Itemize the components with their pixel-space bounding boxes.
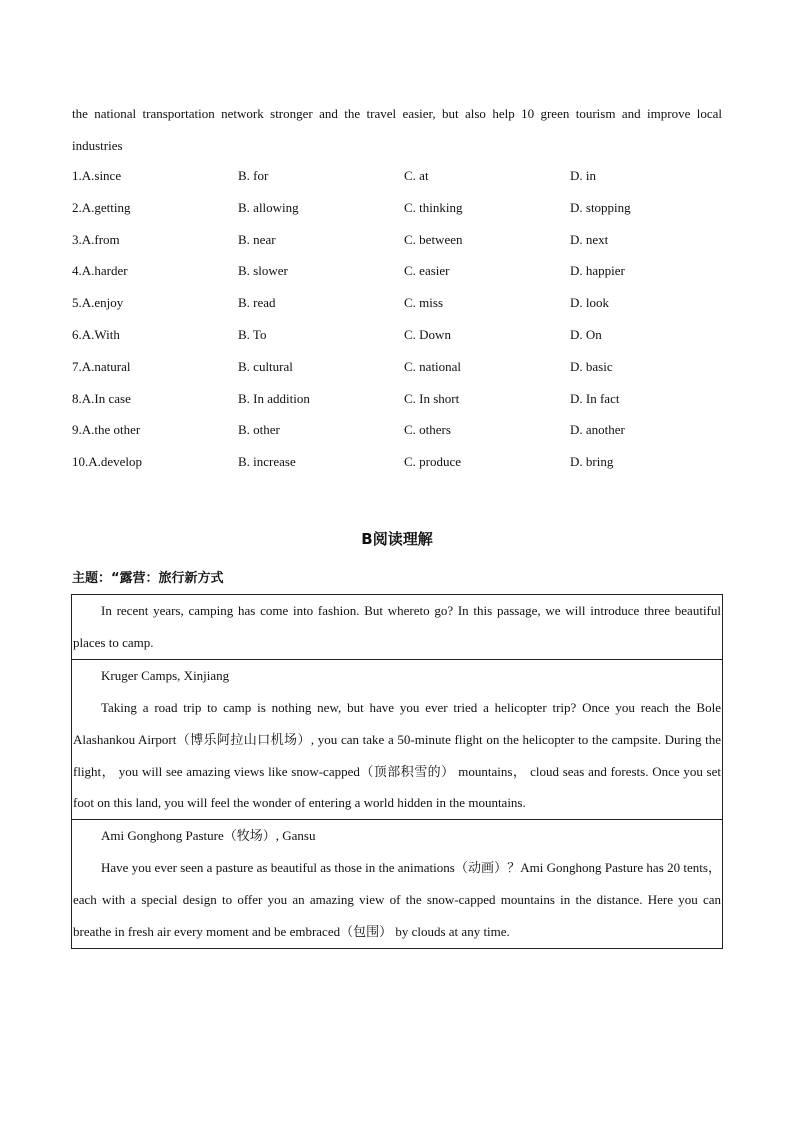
option-b: B. for <box>238 168 269 183</box>
option-a: 8.A.In case <box>72 390 131 406</box>
option-b: B. increase <box>238 454 296 470</box>
option-row <box>72 321 722 353</box>
place2-body: Have you ever seen a pasture as beautiful as those in the animations（动画）？Ami Gonghong Pasture has 20 tents， each with a special design to offer you an amazing view of the snow-capped mountains in the distance. Here you can breathe in fresh air every moment and be embraced（包围） by clouds at any time. <box>73 860 721 939</box>
option-d: D. bring <box>570 454 614 470</box>
option-a: 3.A.from <box>72 231 120 247</box>
option-row <box>72 194 722 226</box>
place1-cell <box>72 659 722 819</box>
passage-intro-text: In recent years, camping has come into fashion. But whereto go? In this passage, we will introduce three beautiful places to camp. <box>73 603 721 650</box>
theme-line: 主题：“露营：旅行新方式 <box>72 571 224 586</box>
option-d: D. another <box>570 422 625 438</box>
passage-intro-cell <box>72 595 722 659</box>
option-c: C. miss <box>404 295 444 311</box>
option-b: B. slower <box>238 263 288 279</box>
option-c: C. national <box>404 358 462 374</box>
option-b: B. In addition <box>238 390 310 406</box>
intro-paragraph: the national transportation network stronger and the travel easier, but also help 10 green tourism and improve local industries <box>72 106 722 153</box>
option-row <box>72 448 722 480</box>
option-d: D. look <box>570 295 609 311</box>
option-b: B. cultural <box>238 358 293 374</box>
section-title: B阅读理解 <box>361 530 433 548</box>
option-a: 6.A.With <box>72 326 120 342</box>
option-d: D. in <box>570 168 596 183</box>
option-a: 5.A.enjoy <box>72 295 124 311</box>
place2-cell <box>72 819 722 947</box>
place2-title: Ami Gonghong Pasture（牧场）, Gansu <box>101 828 316 844</box>
option-d: D. happier <box>570 263 625 279</box>
option-b: B. allowing <box>238 199 299 215</box>
option-c: C. Down <box>404 326 451 342</box>
option-d: D. In fact <box>570 390 620 406</box>
option-b: B. read <box>238 295 276 311</box>
place1-body: Taking a road trip to camp is nothing new, but have you ever tried a helicopter trip? Once you reach the Bole Alashankou Airport（博乐阿拉山口机场）, you can take a 50-minute flight on the helicopter to the campsite. During the flight， you will see amazing views like snow-capped（顶部积雪的） mountains， cloud seas and forests. Once you set foot on this land, you will feel the wonder of entering a world hidden in the mountains. <box>73 700 721 811</box>
option-c: C. others <box>404 422 451 438</box>
option-c: C. at <box>404 168 429 183</box>
option-c: C. In short <box>404 390 460 406</box>
place1-title: Kruger Camps, Xinjiang <box>101 668 230 683</box>
option-c: C. produce <box>404 454 462 470</box>
option-row <box>72 416 722 448</box>
options-list <box>72 162 722 480</box>
option-row <box>72 257 722 289</box>
option-a: 2.A.getting <box>72 199 131 215</box>
option-c: C. thinking <box>404 199 463 215</box>
option-d: D. On <box>570 326 602 342</box>
option-b: B. other <box>238 422 280 438</box>
option-row <box>72 385 722 417</box>
option-a: 4.A.harder <box>72 263 128 279</box>
option-c: C. between <box>404 231 463 247</box>
option-a: 1.A.since <box>72 168 122 183</box>
option-a: 7.A.natural <box>72 358 131 374</box>
passage-table <box>71 594 723 949</box>
option-row <box>72 162 722 194</box>
option-row <box>72 226 722 258</box>
option-a: 9.A.the other <box>72 422 141 438</box>
option-row <box>72 289 722 321</box>
option-a: 10.A.develop <box>72 454 143 470</box>
option-b: B. near <box>238 231 276 247</box>
option-d: D. basic <box>570 358 613 374</box>
option-d: D. next <box>570 231 609 247</box>
option-c: C. easier <box>404 263 450 279</box>
option-d: D. stopping <box>570 199 631 215</box>
option-row <box>72 353 722 385</box>
option-b: B. To <box>238 326 267 342</box>
